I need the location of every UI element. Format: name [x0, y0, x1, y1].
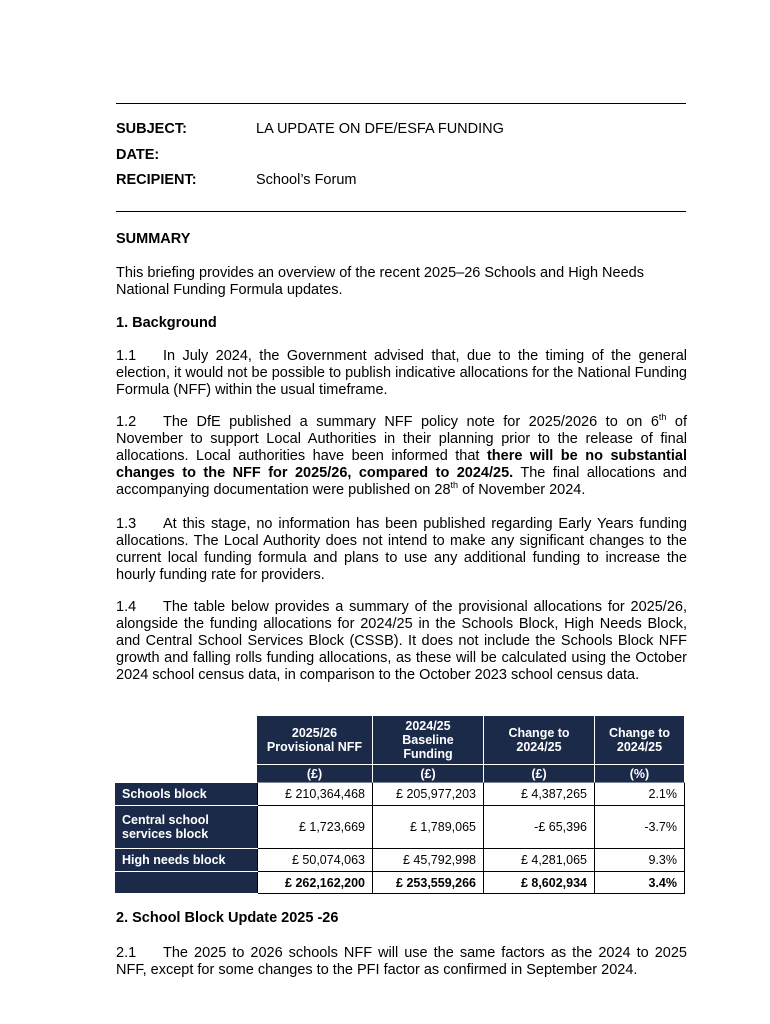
col-header-baseline	[373, 716, 484, 765]
table-cell: £ 1,723,669	[257, 806, 373, 849]
table-cell: £ 1,789,065	[373, 806, 484, 849]
section2-heading: 2. School Block Update 2025 -26	[116, 910, 339, 926]
paragraph-1-1	[116, 348, 687, 399]
table-cell: £ 210,364,468	[257, 783, 373, 806]
col-header-text: 2024/25	[616, 740, 663, 754]
total-cell: £ 262,162,200	[257, 872, 373, 894]
paragraph-number: 1.3	[116, 516, 137, 532]
table-cell: 2.1%	[595, 783, 685, 806]
paragraph-text: of November 2024.	[458, 482, 586, 498]
col-header-text: Change to	[508, 726, 570, 740]
table-cell: £ 4,281,065	[484, 849, 595, 872]
bottom-divider	[116, 211, 686, 212]
paragraph-text: The final allocations and accompanying documentation were published on 28	[116, 465, 687, 498]
emphasis-text: there will be no substantial changes to the NFF for 2025/26, compared to 2024/25.	[116, 448, 687, 481]
table-cell: -£ 65,396	[484, 806, 595, 849]
paragraph-text: The DfE published a summary NFF policy note for 2025/2026 to on 6	[163, 414, 659, 430]
col-header-provisional	[257, 716, 373, 765]
paragraph-1-3	[116, 516, 687, 584]
col-header-text: Change to	[608, 726, 671, 740]
unit-cell: (£)	[484, 765, 595, 783]
paragraph-number: 2.1	[116, 945, 137, 961]
paragraph-text: The table below provides a summary of the provisional allocations for 2025/26, alongside the funding allocations for 2024/25 in the Schools Block, High Needs Block, and Central School Services Block (CSSB). It does not include the Schools Block NFF growth and falling rolls funding allocations, as these will be calculated using the October 2024 school census data, in comparison to the October 2023 school census data.	[116, 599, 687, 683]
summary-heading: SUMMARY	[116, 231, 191, 247]
superscript: th	[450, 480, 459, 491]
total-cell: 3.4%	[595, 872, 685, 894]
subject-value: LA UPDATE ON DFE/ESFA FUNDING	[256, 121, 504, 137]
col-header-text: 2024/25	[516, 740, 562, 754]
table-cell: 9.3%	[595, 849, 685, 872]
paragraph-number: 1.1	[116, 348, 137, 364]
paragraph-2-1	[116, 945, 687, 979]
unit-cell: (%)	[595, 765, 685, 783]
paragraph-1-2	[116, 414, 687, 499]
paragraph-text: In July 2024, the Government advised that, due to the timing of the general election, it would not be possible to publish indicative allocations for the National Funding Formula (NFF) within the usual timeframe.	[116, 348, 687, 398]
recipient-value: School’s Forum	[256, 172, 357, 188]
paragraph-text: The 2025 to 2026 schools NFF will use the same factors as the 2024 to 2025 NFF, except for some changes to the PFI factor as confirmed in September 2024.	[116, 945, 687, 978]
table-cell: £ 45,792,998	[373, 849, 484, 872]
col-header-text: Provisional NFF	[266, 740, 363, 754]
table-unit-row	[115, 765, 685, 783]
table-cell: £ 205,977,203	[373, 783, 484, 806]
paragraph-text: At this stage, no information has been published regarding Early Years funding allocations. The Local Authority does not intend to make any significant changes to the current local funding formula and plans to use any additional funding to increase the hourly funding rate for providers.	[116, 516, 687, 583]
col-header-text: Baseline	[402, 733, 454, 747]
paragraph-number: 1.2	[116, 414, 137, 430]
subject-label: SUBJECT:	[116, 121, 187, 137]
row-label-high-needs: High needs block	[115, 849, 257, 872]
total-cell: £ 253,559,266	[373, 872, 484, 894]
table-header-row	[115, 716, 685, 765]
table-row	[115, 849, 685, 872]
col-header-text: 2025/26	[291, 726, 338, 740]
table-row	[115, 806, 685, 849]
table-row	[115, 783, 685, 806]
table-cell: £ 50,074,063	[257, 849, 373, 872]
paragraph-text: of November to support Local Authorities in their planning prior to the release of final allocations. Local authorities have been informed that	[116, 414, 688, 464]
funding-table	[115, 716, 685, 894]
total-cell: £ 8,602,934	[484, 872, 595, 894]
superscript: th	[658, 412, 667, 423]
row-label-central-services	[115, 806, 257, 849]
col-header-text: 2024/25	[405, 719, 451, 733]
row-label-text: Central school	[122, 813, 209, 827]
recipient-label: RECIPIENT:	[116, 172, 197, 188]
paragraph-1-4	[116, 599, 687, 684]
paragraph-number: 1.4	[116, 599, 137, 615]
table-cell: -3.7%	[595, 806, 685, 849]
section1-heading: 1. Background	[116, 315, 217, 331]
table-total-row	[115, 872, 685, 894]
unit-cell: (£)	[373, 765, 484, 783]
date-label: DATE:	[116, 147, 160, 163]
unit-cell: (£)	[257, 765, 373, 783]
table-cell: £ 4,387,265	[484, 783, 595, 806]
col-header-change-pct	[595, 716, 685, 765]
top-divider	[116, 103, 686, 104]
summary-text: This briefing provides an overview of the recent 2025–26 Schools and High Needs National Funding Formula updates.	[116, 265, 644, 298]
col-header-change-gbp	[484, 716, 595, 765]
empty-cell	[115, 765, 257, 783]
row-label-text: services block	[122, 827, 209, 841]
total-label-cell	[115, 872, 257, 894]
row-label-schools-block: Schools block	[115, 783, 257, 806]
col-header-text: Funding	[403, 747, 453, 761]
empty-cell	[115, 716, 257, 765]
